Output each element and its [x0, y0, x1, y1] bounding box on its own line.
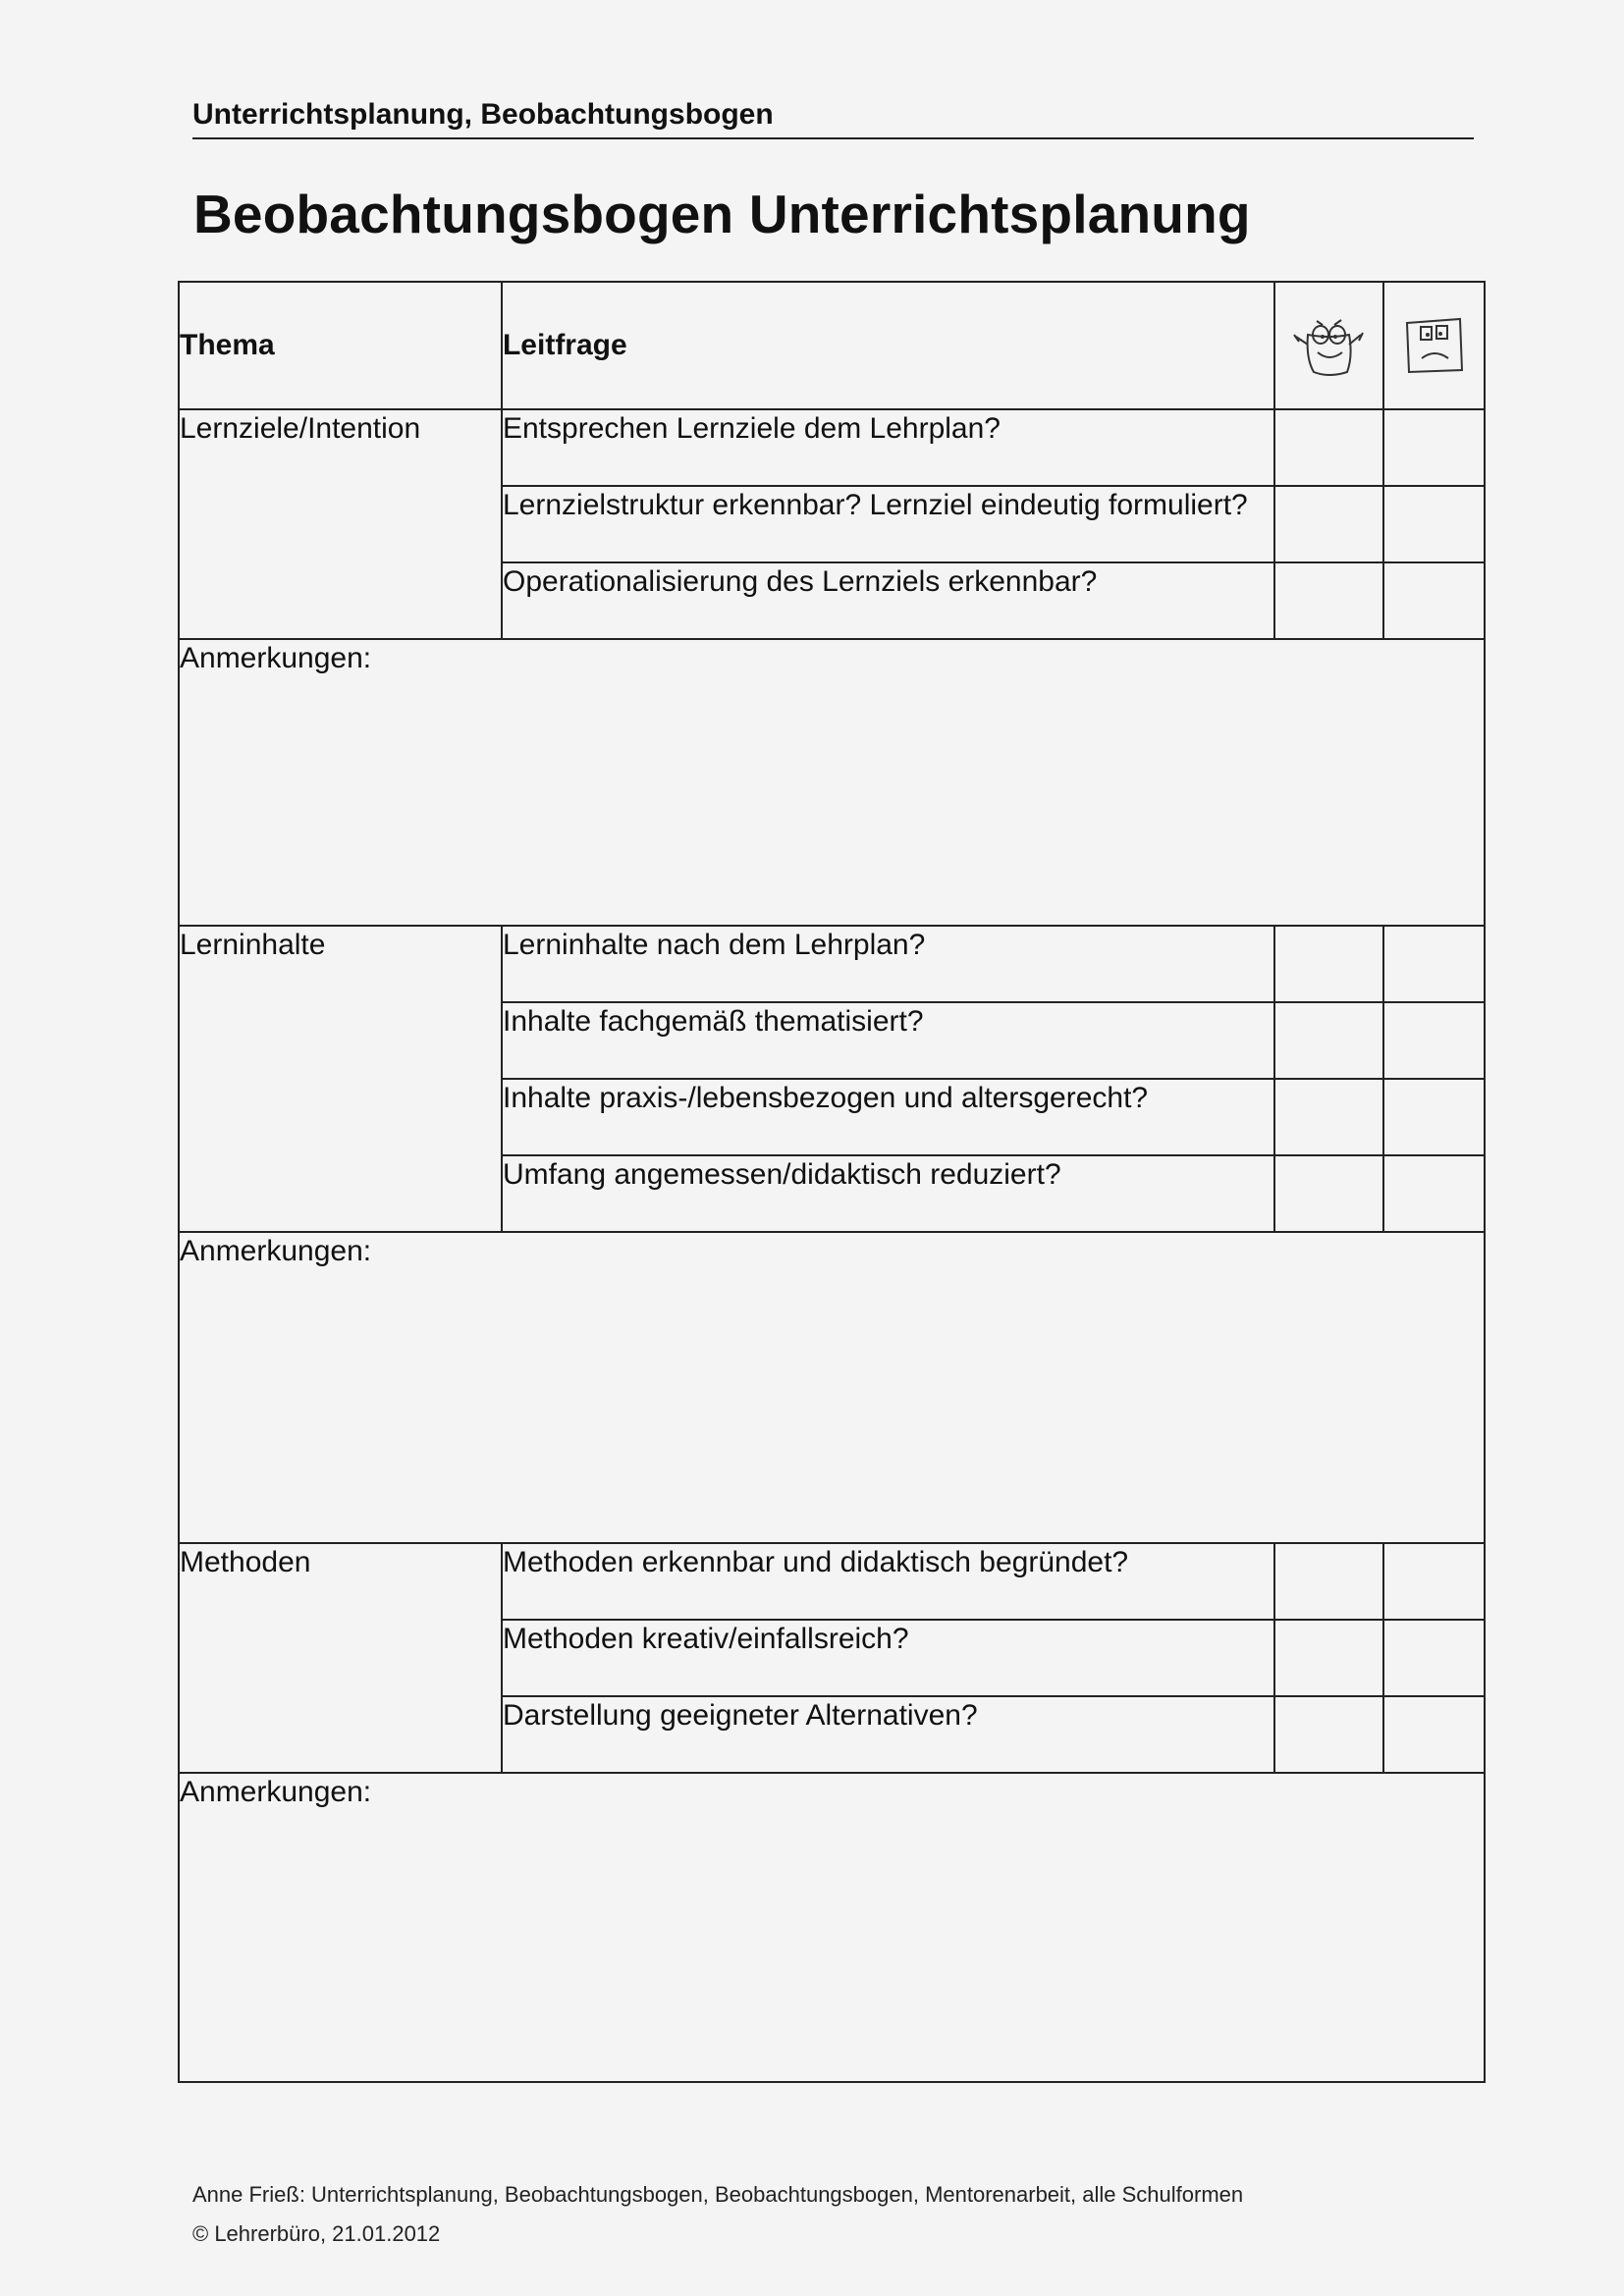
observation-table — [178, 281, 1486, 2083]
running-header: Unterrichtsplanung, Beobachtungsbogen — [192, 98, 1474, 139]
table-row — [179, 1543, 1485, 1620]
sad-checkbox[interactable] — [1383, 1620, 1485, 1696]
sad-checkbox[interactable] — [1383, 486, 1485, 562]
happy-checkbox[interactable] — [1274, 1155, 1382, 1232]
notes-field[interactable] — [179, 1773, 1485, 2082]
table-row — [179, 409, 1485, 486]
happy-checkbox[interactable] — [1274, 1620, 1382, 1696]
header-happy — [1274, 282, 1382, 409]
thema-cell: Methoden — [179, 1543, 502, 1773]
happy-checkbox[interactable] — [1274, 926, 1382, 1002]
question-cell: Inhalte fachgemäß thematisiert? — [502, 1002, 1274, 1079]
sad-checkbox[interactable] — [1383, 1002, 1485, 1079]
notes-label: Anmerkungen: — [180, 1235, 372, 1267]
header-sad — [1383, 282, 1485, 409]
notes-field[interactable] — [179, 1232, 1485, 1543]
happy-checkbox[interactable] — [1274, 1002, 1382, 1079]
thema-cell: Lernziele/Intention — [179, 409, 502, 639]
happy-checkbox[interactable] — [1274, 1079, 1382, 1155]
sad-checkbox[interactable] — [1383, 926, 1485, 1002]
notes-field[interactable] — [179, 639, 1485, 926]
notes-row — [179, 639, 1485, 926]
page-title: Beobachtungsbogen Unterrichtsplanung — [193, 184, 1251, 244]
header-thema: Thema — [179, 282, 502, 409]
question-cell: Umfang angemessen/didaktisch reduziert? — [502, 1155, 1274, 1232]
notes-row — [179, 1773, 1485, 2082]
sad-checkbox[interactable] — [1383, 562, 1485, 639]
question-cell: Inhalte praxis-/lebensbezogen und altersgerecht? — [502, 1079, 1274, 1155]
header-leitfrage: Leitfrage — [502, 282, 1274, 409]
footer-citation: Anne Frieß: Unterrichtsplanung, Beobachtungsbogen, Beobachtungsbogen, Mentorenarbeit, alle Schulformen — [192, 2182, 1244, 2207]
sad-checkbox[interactable] — [1383, 1543, 1485, 1620]
happy-checkbox[interactable] — [1274, 409, 1382, 486]
happy-face-icon — [1290, 309, 1369, 382]
footer-copyright: © Lehrerbüro, 21.01.2012 — [192, 2221, 441, 2246]
happy-checkbox[interactable] — [1274, 1543, 1382, 1620]
thema-cell: Lerninhalte — [179, 926, 502, 1232]
question-cell: Lerninhalte nach dem Lehrplan? — [502, 926, 1274, 1002]
question-cell: Methoden kreativ/einfallsreich? — [502, 1620, 1274, 1696]
happy-checkbox[interactable] — [1274, 486, 1382, 562]
footer — [192, 2175, 1243, 2254]
sad-face-icon — [1397, 311, 1470, 380]
notes-label: Anmerkungen: — [180, 1776, 372, 1808]
question-cell: Entsprechen Lernziele dem Lehrplan? — [502, 409, 1274, 486]
sad-checkbox[interactable] — [1383, 1696, 1485, 1773]
question-cell: Operationalisierung des Lernziels erkennbar? — [502, 562, 1274, 639]
happy-checkbox[interactable] — [1274, 562, 1382, 639]
notes-label: Anmerkungen: — [180, 642, 372, 674]
question-cell: Darstellung geeigneter Alternativen? — [502, 1696, 1274, 1773]
question-cell: Lernzielstruktur erkennbar? Lernziel eindeutig formuliert? — [502, 486, 1274, 562]
sad-checkbox[interactable] — [1383, 1155, 1485, 1232]
happy-checkbox[interactable] — [1274, 1696, 1382, 1773]
table-row — [179, 926, 1485, 1002]
notes-row — [179, 1232, 1485, 1543]
table-header-row — [179, 282, 1485, 409]
question-cell: Methoden erkennbar und didaktisch begründet? — [502, 1543, 1274, 1620]
sad-checkbox[interactable] — [1383, 1079, 1485, 1155]
sad-checkbox[interactable] — [1383, 409, 1485, 486]
